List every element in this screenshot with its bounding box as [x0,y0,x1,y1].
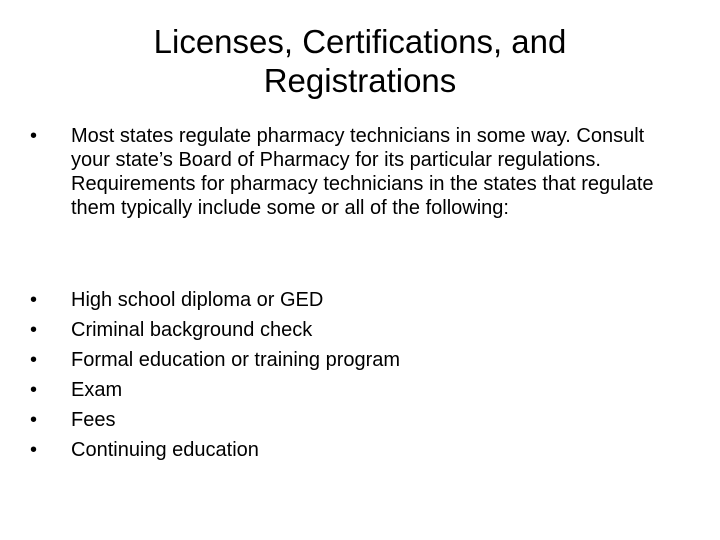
requirement-exam: Exam [71,379,123,401]
requirement-continuing-education: Continuing education [71,439,259,461]
intro-text: Most states regulate pharmacy technicians in some way. Consult your state’s Board of Pharmacy for its particular regulations. Requirements for pharmacy technicians in the states that regulate them typically include some or all of the following: [71,125,654,219]
bullet-icon: • [30,379,38,401]
list-item [30,345,670,375]
requirement-fees: Fees [71,409,116,431]
list-item [30,435,670,465]
requirement-high-school-diploma: High school diploma or GED [71,289,324,311]
slide-title [60,22,660,100]
bullet-icon: • [30,439,38,461]
intro-bullet-item [30,124,670,220]
slide-title-line-2: Registrations [263,62,457,99]
list-item [30,315,670,345]
bullet-icon: • [30,289,38,311]
requirements-list [30,285,670,465]
requirement-formal-education: Formal education or training program [71,349,401,371]
bullet-icon: • [30,319,38,341]
intro-paragraph [30,124,670,220]
list-item [30,285,670,315]
list-item [30,405,670,435]
slide-title-line-1: Licenses, Certifications, and [153,23,567,60]
bullet-icon: • [30,349,38,371]
list-item [30,375,670,405]
bullet-icon: • [30,409,38,431]
requirement-background-check: Criminal background check [71,319,313,341]
bullet-icon: • [30,125,38,147]
